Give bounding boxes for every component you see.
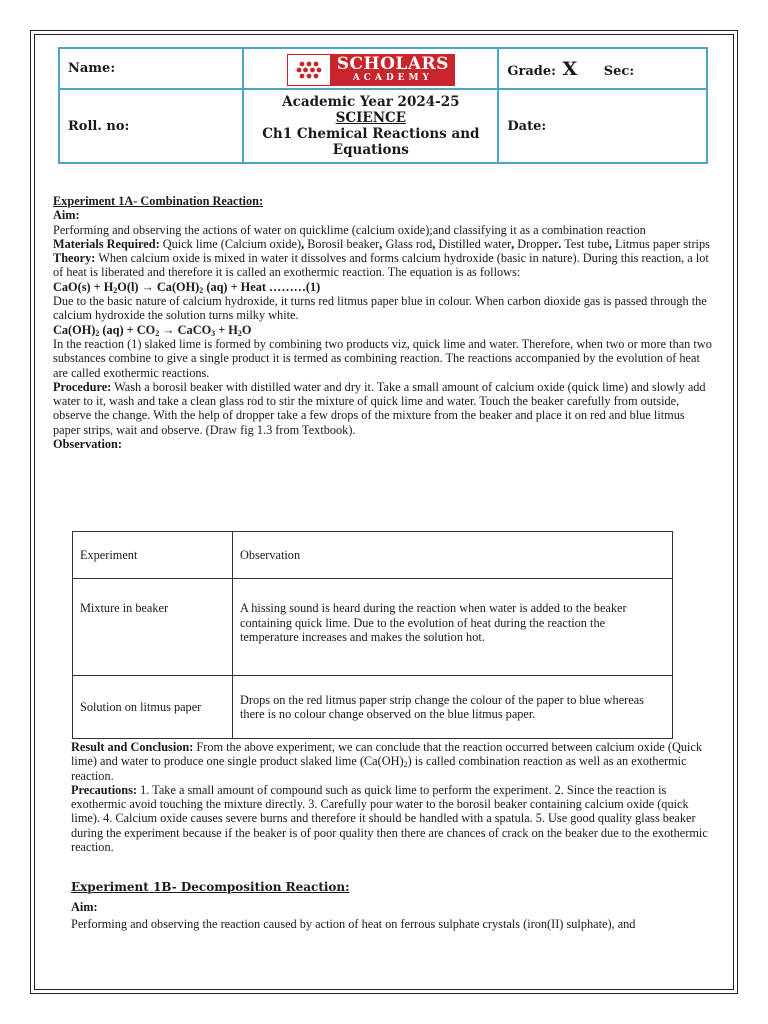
procedure-text: Wash a borosil beaker with distilled water and dry it. Take a small amount of calcium oxide (quick lime) and slowly add water to it, wash and take a clean glass rod to stir the mixture of quick lime and water. Touch the beaker carefully from outside, observe the change. With the help of dropper take a few drops of the mixture from the beaker and place it on red and blue litmus paper strips, wait and observe. (Draw fig 1.3 from Textbook). — [53, 379, 706, 437]
table-header-row — [73, 532, 673, 579]
equation-1-suffix: (aq) + Heat ………(1) — [206, 279, 321, 294]
experiment-1b-aim-text: Performing and observing the reaction caused by action of heat on ferrous sulphate crystals (iron(II) sulphate), and — [71, 917, 636, 931]
table-cell: Solution on litmus paper — [73, 676, 233, 739]
table-header-cell: Experiment — [73, 532, 233, 579]
result-text-part1: From the above experiment, we can conclude that the reaction occurred between calcium oxide (Quick lime) and water to produce one single product slaked lime (Ca(OH) — [71, 740, 703, 769]
result-text-part2: ) is called combination reaction as well as an exothermic reaction. — [71, 754, 687, 783]
conclusion-section — [71, 740, 716, 854]
basic-nature-text: Due to the basic nature of calcium hydroxide, it turns red litmus paper blue in colour. When carbon dioxide gas is passed through the calcium hydroxide the solution turns milky white. — [53, 294, 707, 323]
chapter-title-line1: Ch1 Chemical Reactions and — [262, 126, 480, 142]
roll-label: Roll. no: — [68, 118, 130, 134]
precautions-label: Precautions: — [71, 782, 138, 797]
observation-table — [72, 531, 673, 739]
material-item: Dropper — [517, 236, 559, 251]
aim-text: Performing and observing the actions of water on quicklime (calcium oxide);and classifying it as a combination reaction — [53, 222, 646, 237]
reaction-explanation: In the reaction (1) slaked lime is formed by combining two products viz, quick lime and water. Therefore, when two or more than two substances combine to give a single product it is termed as combining reaction. The reactions accompanied by the evolution of heat are called exothermic reactions. — [53, 336, 712, 380]
result-paragraph: Result and Conclusion: From the above experiment, we can conclude that the reaction occurred between calcium oxide (Quick lime) and water to produce one single product slaked lime $(Ca(OH)_2)$ is called combination reaction as well as an exothermic reaction. — [71, 740, 703, 783]
precautions-text: 1. Take a small amount of compound such as quick lime to perform the experiment. 2. Since the reaction is exothermic avoid touching the mixture directly. 3. Carefully pour water to the borosil beaker containing calcium oxide (quick lime). 4. Calcium oxide causes severe burns and therefore it should be handled with a spatula. 5. Use good quality glass beaker during the experiment because if the beaker is of poor quality then there are chances of crack on the beaker due to the exothermic reaction. — [71, 782, 708, 855]
table-cell: A hissing sound is heard during the reaction when water is added to the beaker containing quick lime. Due to the evolution of heat during the reaction the temperature increases and makes the solution hot. — [233, 579, 673, 676]
material-item: Distilled water — [438, 236, 512, 251]
grade-label: Grade: — [507, 63, 556, 79]
material-item: Borosil beaker — [307, 236, 380, 251]
title-cell — [243, 89, 498, 163]
observation-label: Observation: — [53, 437, 122, 452]
header-table — [58, 47, 708, 164]
table-row — [73, 676, 673, 739]
theory-label: Theory: — [53, 251, 96, 266]
materials-label: Materials Required: — [53, 236, 160, 251]
aim-label: Aim: — [53, 208, 80, 223]
grade-field — [498, 48, 707, 89]
table-header-cell: Observation — [233, 532, 673, 579]
precautions-paragraph — [71, 783, 716, 854]
material-item: Test tube — [564, 236, 609, 251]
name-field — [59, 48, 243, 89]
material-item: Litmus paper strips — [614, 236, 710, 251]
academic-year: Academic Year 2024-25 — [282, 94, 460, 110]
subject-title: SCIENCE — [335, 110, 407, 126]
snowflake-icon — [287, 54, 331, 86]
chapter-title-line2: Equations — [332, 142, 409, 158]
date-label: Date: — [507, 118, 547, 134]
procedure-paragraph — [53, 380, 713, 437]
roll-field — [59, 89, 243, 163]
equation-1: $CaO(s) + H_2O(l) \to Ca(OH)_2$ (aq) + Heat ………(1) — [53, 279, 321, 295]
material-item: Glass rod — [385, 236, 433, 251]
table-cell: Mixture in beaker — [73, 579, 233, 676]
theory-paragraph — [53, 251, 713, 280]
experiment-1b-heading: Experiment 1B- Decomposition Reaction: — [71, 880, 350, 894]
result-label: Result and Conclusion: — [71, 740, 194, 754]
logo-title: SCHOLARS — [336, 54, 449, 74]
procedure-label: Procedure: — [53, 379, 112, 394]
grade-value: X — [562, 57, 578, 80]
sec-label: Sec: — [603, 63, 635, 79]
equation-2: $Ca(OH)_2$ $(aq) + CO_2$ → CaCO$_3$ + $H_2O$ — [53, 322, 252, 338]
experiment-1a-heading: Experiment 1A- Combination Reaction: — [53, 194, 264, 208]
date-field — [498, 89, 707, 163]
experiment-1a-section — [53, 194, 713, 451]
theory-text: When calcium oxide is mixed in water it dissolves and forms calcium hydroxide (basic in nature). During this reaction, a lot of heat is liberated and therefore it is called an exothermic reaction. The equation is as follows: — [53, 251, 709, 280]
logo-subtitle: ACADEMY — [352, 73, 433, 83]
material-item: Quick lime (Calcium oxide) — [162, 236, 302, 251]
table-row — [73, 579, 673, 676]
logo-cell — [243, 48, 498, 89]
materials-paragraph: Materials Required: Quick lime (Calcium oxide), Borosil beaker, Glass rod, Distilled water, Dropper. Test tube, Litmus paper strips — [53, 236, 710, 251]
experiment-1b-aim-label: Aim: — [71, 900, 98, 914]
scholars-academy-logo — [287, 54, 455, 86]
table-cell: Drops on the red litmus paper strip change the colour of the paper to blue whereas there is no colour change observed on the blue litmus paper. — [233, 676, 673, 739]
name-label: Name: — [68, 61, 116, 76]
